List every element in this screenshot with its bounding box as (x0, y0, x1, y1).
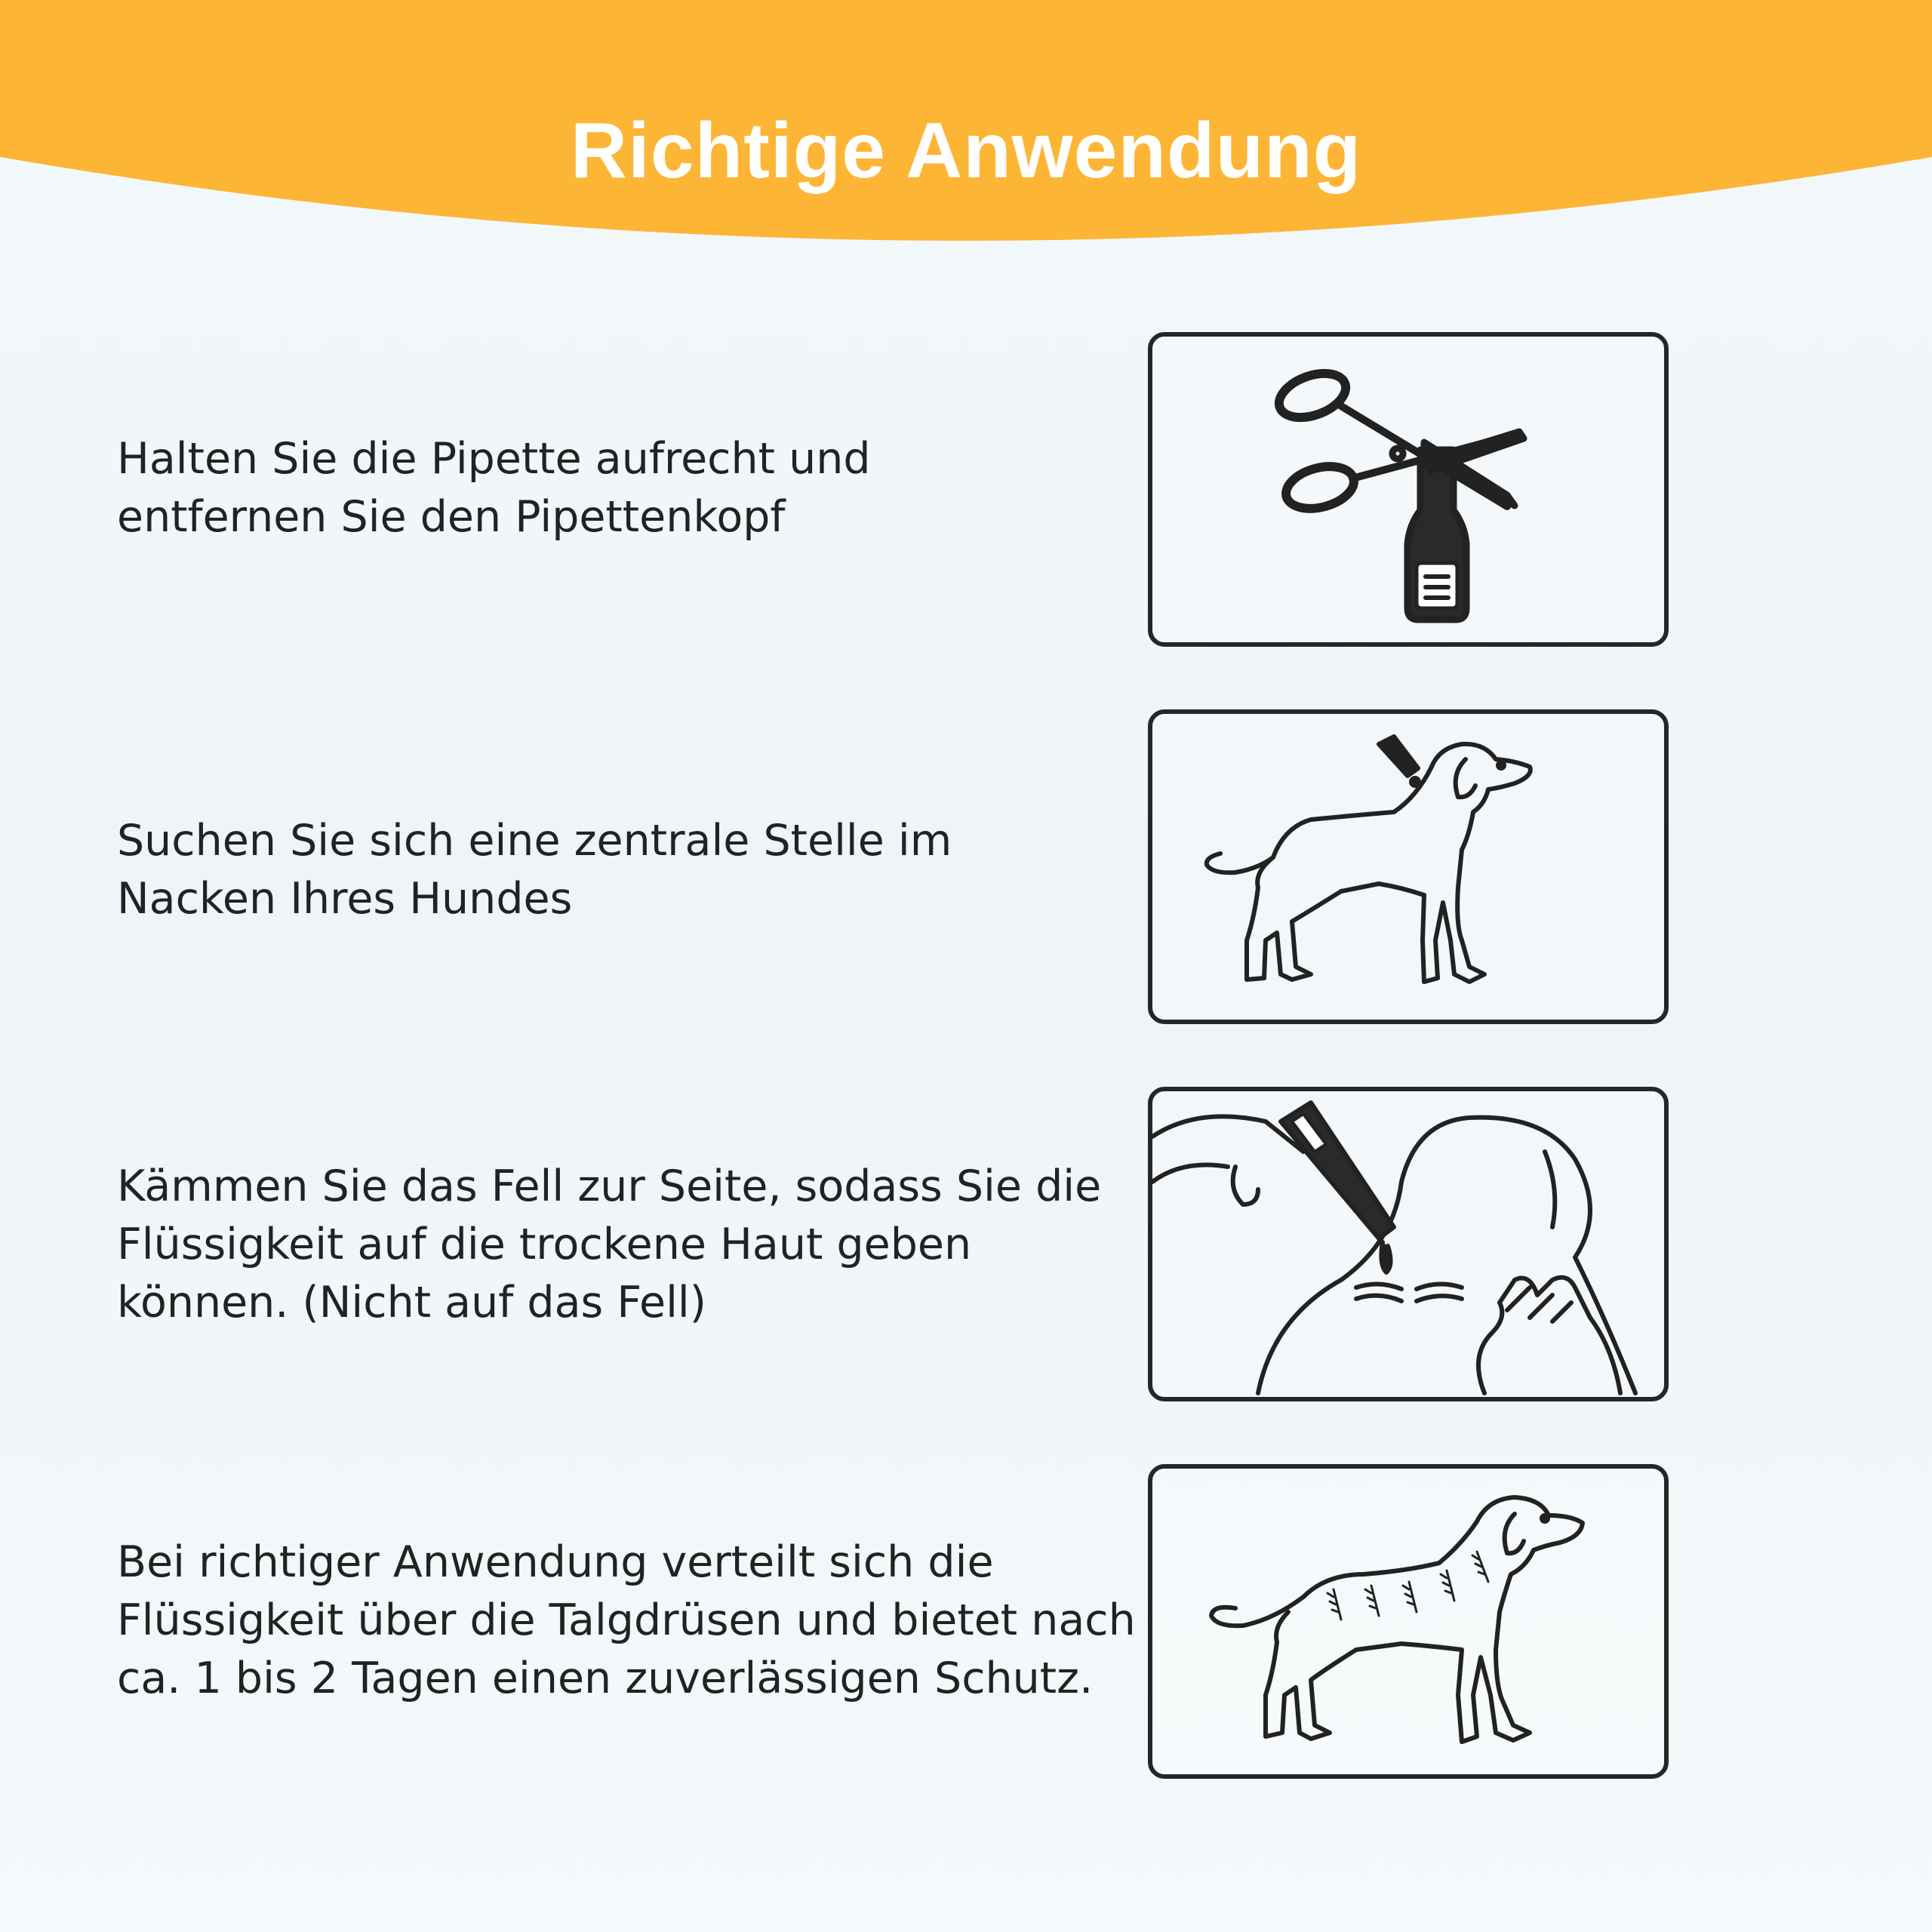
step-4-text (117, 1534, 1136, 1708)
scissors-cutting-pipette-icon (1152, 337, 1664, 642)
step-1-line-2: entfernen Sie den Pipettenkopf (117, 492, 786, 542)
step-4-illustration-panel (1148, 1464, 1669, 1779)
step-2-text (117, 812, 1121, 928)
step-2-line-2: Nacken Ihres Hundes (117, 874, 573, 924)
dog-protected-coat-icon (1152, 1469, 1664, 1774)
step-4-line-3: ca. 1 bis 2 Tagen einen zuverlässigen Schutz. (117, 1654, 1094, 1703)
step-4-line-2: Flüssigkeit über die Talgdrüsen und bietet nach (117, 1595, 1136, 1645)
step-3-text (117, 1158, 1121, 1332)
step-3-illustration-panel (1148, 1087, 1669, 1401)
step-4-line-1: Bei richtiger Anwendung verteilt sich die (117, 1537, 994, 1587)
hands-applying-pipette-icon (1152, 1091, 1664, 1397)
step-2-illustration-panel (1148, 709, 1669, 1024)
step-2-line-1: Suchen Sie sich eine zentrale Stelle im (117, 816, 952, 866)
step-1-line-1: Halten Sie die Pipette aufrecht und (117, 434, 871, 484)
page-title: Richtige Anwendung (570, 107, 1362, 195)
step-3-line-2: Flüssigkeit auf die trockene Haut geben (117, 1220, 972, 1269)
step-3-line-3: können. (Nicht auf das Fell) (117, 1278, 706, 1327)
step-1-illustration-panel (1148, 332, 1669, 647)
dog-with-pipette-on-neck-icon (1152, 714, 1664, 1020)
step-1-text (117, 430, 1121, 546)
step-3-line-1: Kämmen Sie das Fell zur Seite, sodass Sie die (117, 1161, 1102, 1211)
